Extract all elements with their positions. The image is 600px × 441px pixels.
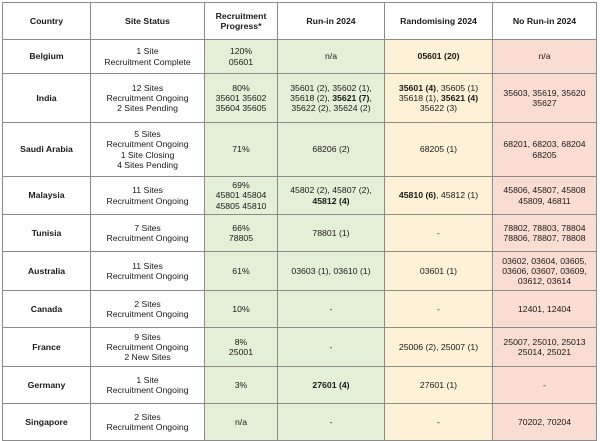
run-in-cell	[278, 215, 385, 252]
cell-line: -	[329, 341, 333, 352]
cell-line: Recruitment Ongoing	[106, 195, 189, 206]
recruitment-table	[2, 2, 597, 441]
no-run-in-cell	[493, 367, 597, 404]
cell-line: 45810 (6), 45812 (1)	[398, 190, 479, 201]
cell-line: 11 Sites	[132, 185, 163, 196]
site-status-cell	[91, 123, 205, 177]
site-status-cell	[91, 74, 205, 123]
cell-line: 45809, 46811	[518, 195, 571, 206]
run-in-cell	[278, 291, 385, 328]
cell-line: 35604 35605	[215, 103, 267, 114]
cell-line: 5 Sites	[134, 129, 161, 140]
cell-line: 120%	[229, 46, 253, 57]
country-cell: Tunisia	[3, 215, 91, 252]
site-status-cell	[91, 215, 205, 252]
run-in-cell	[278, 177, 385, 215]
cell-line: Recruitment Ongoing	[106, 92, 189, 103]
table-row	[3, 40, 597, 74]
cell-line: Recruitment Ongoing	[106, 341, 189, 352]
site-status-cell	[91, 291, 205, 328]
cell-line: 45801 45804	[215, 190, 267, 201]
header-run-in-2024: Run-in 2024	[278, 3, 385, 40]
country-cell: Belgium	[3, 40, 91, 74]
cell-line: 2 New Sites	[124, 352, 171, 363]
cell-line: Recruitment Ongoing	[106, 309, 189, 319]
country-cell: Singapore	[3, 404, 91, 441]
header-country: Country	[3, 3, 91, 40]
no-run-in-cell	[493, 123, 597, 177]
no-run-in-cell	[493, 177, 597, 215]
run-in-cell	[278, 252, 385, 291]
cell-line: 68201, 68203, 68204	[503, 139, 586, 150]
cell-line: 35627	[532, 98, 557, 108]
cell-line: 35622 (2), 35624 (2)	[291, 103, 371, 114]
cell-line: 05601 (20)	[417, 51, 460, 62]
cell-line: 45802 (2), 45807 (2),	[290, 185, 372, 196]
country-cell: Germany	[3, 367, 91, 404]
cell-line: 2 Sites	[134, 411, 161, 422]
recruitment-progress-cell	[205, 367, 278, 404]
cell-line: 4 Sites Pending	[117, 159, 178, 170]
header-randomising-2024: Randomising 2024	[385, 3, 493, 40]
cell-line: Recruitment Ongoing	[106, 422, 189, 432]
site-status-cell	[91, 177, 205, 215]
randomising-cell	[385, 404, 493, 441]
table-row	[3, 177, 597, 215]
table-row	[3, 74, 597, 123]
table-row	[3, 367, 597, 404]
cell-line: 78806, 78807, 78808	[503, 233, 586, 243]
cell-line: 68206 (2)	[312, 144, 350, 155]
cell-line: 78802, 78803, 78804	[503, 222, 586, 233]
cell-line: 70202, 70204	[517, 416, 572, 427]
randomising-cell	[385, 40, 493, 74]
cell-line: 05601	[228, 56, 254, 67]
cell-line: -	[437, 303, 440, 314]
recruitment-progress-cell	[205, 215, 278, 252]
table-row	[3, 404, 597, 441]
cell-line: n/a	[324, 51, 338, 62]
cell-line: 78801 (1)	[312, 227, 350, 238]
cell-line: Recruitment Complete	[104, 56, 191, 67]
recruitment-progress-cell	[205, 177, 278, 215]
cell-line: 8%	[234, 336, 248, 347]
randomising-cell	[385, 74, 493, 123]
cell-line: 35601 (2), 35602 (1),	[290, 82, 372, 93]
cell-line: Recruitment Ongoing	[106, 271, 189, 281]
cell-line: 2 Sites Pending	[117, 103, 178, 114]
cell-line: 80%	[232, 82, 250, 93]
randomising-cell	[385, 252, 493, 291]
table-row	[3, 215, 597, 252]
table-row	[3, 123, 597, 177]
randomising-cell	[385, 367, 493, 404]
table-row	[3, 252, 597, 291]
no-run-in-cell	[493, 74, 597, 123]
cell-line: 12401, 12404	[517, 303, 572, 314]
header-site-status: Site Status	[91, 3, 205, 40]
table-row	[3, 328, 597, 367]
recruitment-progress-cell	[205, 40, 278, 74]
cell-line: Recruitment Ongoing	[106, 385, 189, 395]
cell-line: 2 Sites	[134, 298, 161, 309]
site-status-cell	[91, 328, 205, 367]
cell-line: 66%	[232, 222, 250, 233]
cell-line: 1 Site	[136, 46, 159, 57]
cell-line: -	[329, 416, 333, 427]
site-status-cell	[91, 252, 205, 291]
cell-line: 11 Sites	[132, 260, 163, 271]
cell-line: 25006 (2), 25007 (1)	[398, 341, 479, 352]
cell-line: 45806, 45807, 45808	[503, 185, 586, 196]
no-run-in-cell	[493, 40, 597, 74]
cell-line: 35622 (3)	[419, 103, 458, 114]
table-row	[3, 291, 597, 328]
cell-line: 7 Sites	[134, 222, 161, 233]
cell-line: -	[437, 227, 440, 238]
no-run-in-cell	[493, 404, 597, 441]
run-in-cell	[278, 123, 385, 177]
recruitment-progress-cell	[205, 252, 278, 291]
randomising-cell	[385, 123, 493, 177]
country-cell: France	[3, 328, 91, 367]
country-cell: Saudi Arabia	[3, 123, 91, 177]
run-in-cell	[278, 74, 385, 123]
country-cell: Australia	[3, 252, 91, 291]
header-row	[3, 3, 597, 40]
no-run-in-cell	[493, 291, 597, 328]
country-cell: Malaysia	[3, 177, 91, 215]
cell-line: 25001	[228, 347, 254, 357]
cell-line: n/a	[234, 416, 248, 427]
header-recruitment-progress: Recruitment Progress*	[205, 3, 278, 40]
header-no-run-in-2024: No Run-in 2024	[493, 3, 597, 40]
cell-line: 10%	[232, 303, 250, 314]
run-in-cell	[278, 40, 385, 74]
site-status-cell	[91, 367, 205, 404]
cell-line: 3%	[234, 379, 248, 390]
cell-line: 03606, 03607, 03609,	[502, 265, 587, 276]
cell-line: 03603 (1), 03610 (1)	[291, 265, 371, 276]
recruitment-progress-cell	[205, 328, 278, 367]
cell-line: 35601 35602	[215, 92, 267, 103]
cell-line: 12 Sites	[131, 82, 164, 93]
cell-line: 35618 (2), 35621 (7),	[290, 92, 372, 103]
no-run-in-cell	[493, 252, 597, 291]
cell-line: 25007, 25010, 25013	[503, 336, 586, 347]
cell-line: 45812 (4)	[312, 195, 350, 206]
recruitment-progress-cell	[205, 291, 278, 328]
cell-line: 35618 (1), 35621 (4)	[398, 92, 479, 103]
cell-line: 61%	[232, 265, 250, 276]
recruitment-progress-cell	[205, 74, 278, 123]
cell-line: 78805	[228, 233, 254, 243]
cell-line: 03612, 03614	[517, 276, 572, 287]
cell-line: 27601 (1)	[419, 379, 458, 390]
cell-line: Recruitment Ongoing	[106, 139, 189, 150]
country-cell: India	[3, 74, 91, 123]
recruitment-progress-cell	[205, 404, 278, 441]
cell-line: 35601 (4), 35605 (1)	[398, 82, 479, 93]
randomising-cell	[385, 291, 493, 328]
cell-line: 27601 (4)	[312, 379, 350, 390]
no-run-in-cell	[493, 215, 597, 252]
no-run-in-cell	[493, 328, 597, 367]
cell-line: n/a	[538, 51, 551, 62]
run-in-cell	[278, 404, 385, 441]
run-in-cell	[278, 328, 385, 367]
site-status-cell	[91, 404, 205, 441]
cell-line: 68205 (1)	[419, 144, 458, 155]
cell-line: 69%	[232, 180, 250, 191]
cell-line: 45805 45810	[215, 200, 267, 211]
cell-line: 9 Sites	[134, 331, 161, 342]
cell-line: -	[543, 379, 546, 390]
randomising-cell	[385, 328, 493, 367]
cell-line: -	[329, 303, 333, 314]
cell-line: 68205	[532, 149, 557, 160]
cell-line: 71%	[232, 144, 250, 155]
randomising-cell	[385, 177, 493, 215]
cell-line: Recruitment Ongoing	[106, 233, 189, 243]
cell-line: 1 Site	[136, 374, 159, 385]
site-status-cell	[91, 40, 205, 74]
recruitment-progress-cell	[205, 123, 278, 177]
cell-line: 03601 (1)	[419, 265, 458, 276]
cell-line: 03602, 03604, 03605,	[502, 255, 587, 266]
cell-line: 25014, 25021	[517, 347, 572, 357]
run-in-cell	[278, 367, 385, 404]
cell-line: -	[437, 416, 440, 427]
cell-line: 35603, 35619, 35620	[503, 87, 586, 98]
randomising-cell	[385, 215, 493, 252]
country-cell: Canada	[3, 291, 91, 328]
cell-line: 1 Site Closing	[120, 149, 175, 160]
